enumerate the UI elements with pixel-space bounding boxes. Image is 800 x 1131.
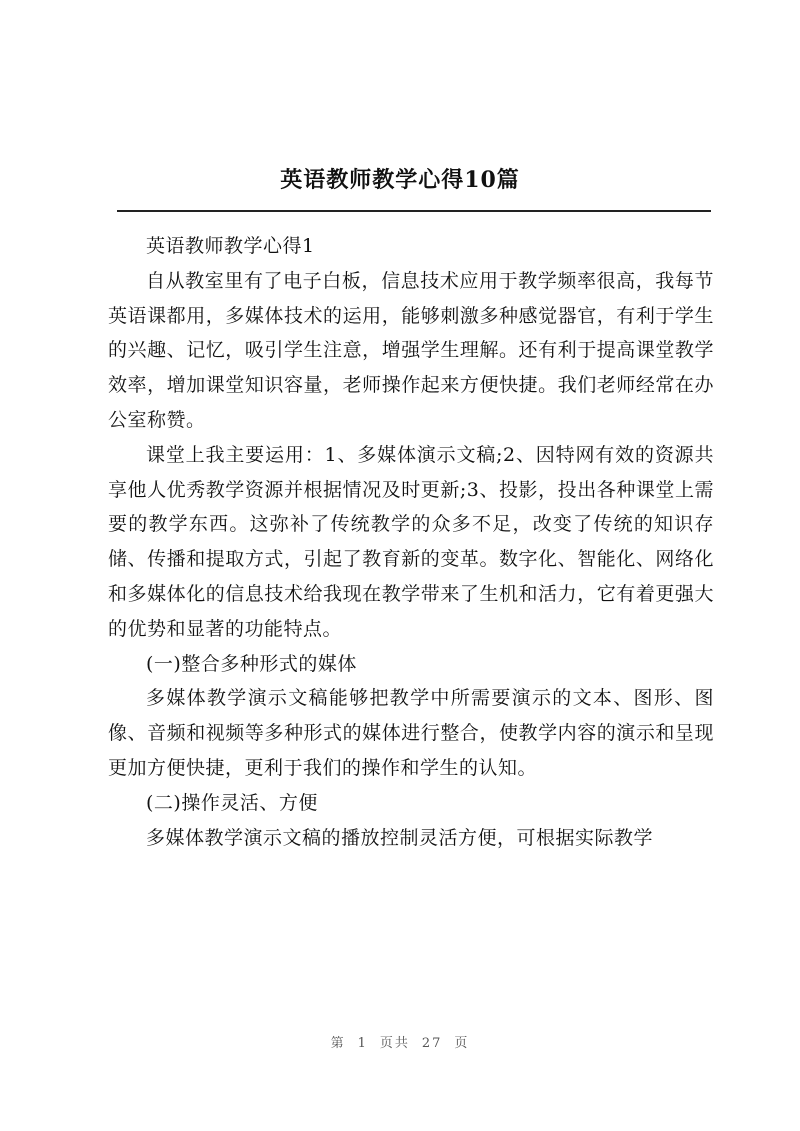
title-divider <box>117 210 711 212</box>
subheading: (一)整合多种形式的媒体 <box>146 652 357 675</box>
paragraph: 自从教室里有了电子白板，信息技术应用于教学频率很高，我每节英语课都用，多媒体技术的运用，能够刺激多种感觉器官，有利于学生的兴趣、记忆，吸引学生注意，增强学生理解。还有利于提高课堂教学效率，增加课堂知识容量，老师操作起来方便快捷。我们老师经常在办公室称赞。 <box>108 269 714 431</box>
page-title: 英语教师教学心得10篇 <box>280 167 520 193</box>
paragraph: 课堂上我主要运用：1、多媒体演示文稿;2、因特网有效的资源共享他人优秀教学资源并根据情况及时更新;3、投影，投出各种课堂上需要的教学东西。这弥补了传统教学的众多不足，改变了传统的知识存储、传播和提取方式，引起了教育新的变革。数字化、智能化、网络化和多媒体化的信息技术给我现在教学带来了生机和活力，它有着更强大的优势和显著的功能特点。 <box>108 443 714 640</box>
subheading: (二)操作灵活、方便 <box>146 791 318 814</box>
paragraph: 多媒体教学演示文稿的播放控制灵活方便，可根据实际教学 <box>146 826 654 849</box>
footer-total-pages: 27 <box>421 1036 443 1051</box>
footer-page-number: 1 <box>357 1036 368 1051</box>
paragraph: 多媒体教学演示文稿能够把教学中所需要演示的文本、图形、图像、音频和视频等多种形式的媒体进行整合，使教学内容的演示和呈现更加方便快捷，更利于我们的操作和学生的认知。 <box>108 687 714 779</box>
section-heading: 英语教师教学心得1 <box>146 235 315 257</box>
footer-page-label: 第 <box>330 1036 346 1051</box>
footer-page-unit: 页共 <box>379 1036 410 1051</box>
document-body <box>108 229 714 855</box>
footer-total-unit: 页 <box>454 1036 470 1051</box>
page-footer <box>0 1032 800 1051</box>
